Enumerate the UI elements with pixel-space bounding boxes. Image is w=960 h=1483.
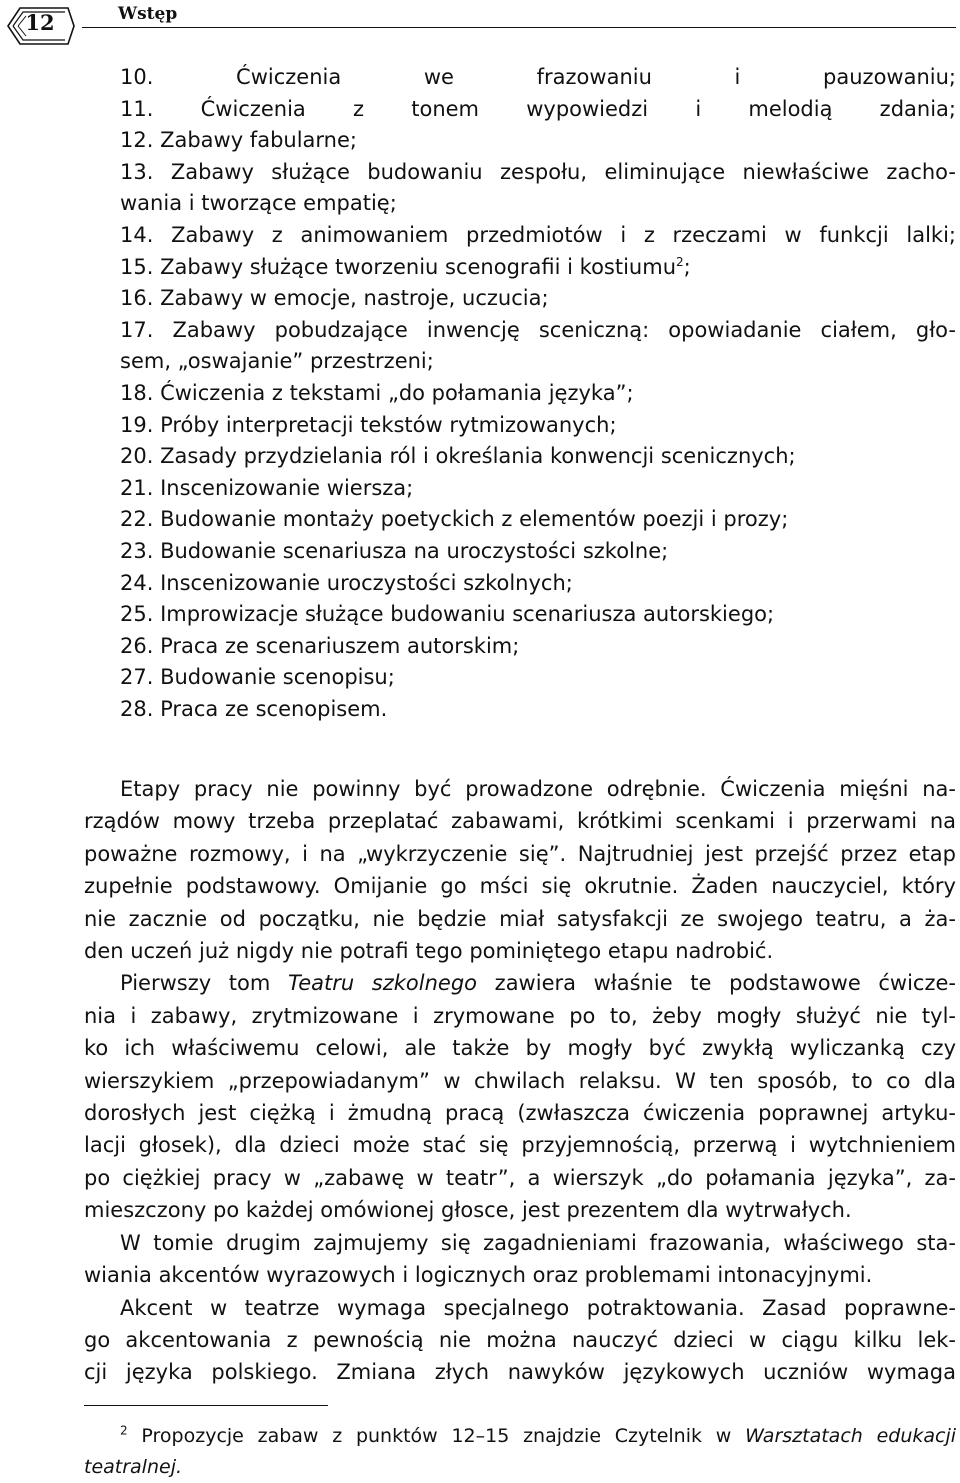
list-item: 11. Ćwiczenia z tonem wypowiedzi i melodią zdania; — [120, 96, 956, 121]
list-item: 14. Zabawy z animowaniem przedmiotów i z rzeczami w funkcji lalki; — [120, 222, 956, 247]
paragraph-line: ko ich właściwemu celowi, ale także by mogły być zwykłą wyliczanką czy — [84, 1036, 956, 1061]
list-item: 25. Improwizacje służące budowaniu scenariusza autorskiego; — [120, 602, 775, 627]
paragraph-line: poważne rozmowy, i na „wykrzyczenie się”. Najtrudniej jest przejść przez etap — [84, 841, 956, 866]
text-run: Pierwszy tom — [120, 971, 288, 996]
list-item: 20. Zasady przydzielania ról i określania konwencji scenicznych; — [120, 444, 796, 469]
footnote-number: 2 — [120, 1423, 128, 1438]
footnote-book-title: teatralnej. — [84, 1456, 183, 1478]
list-item: 27. Budowanie scenopisu; — [120, 665, 395, 690]
list-item: 21. Inscenizowanie wiersza; — [120, 475, 414, 500]
list-item: 16. Zabawy w emocje, nastroje, uczucia; — [120, 286, 549, 311]
paragraph-line: nie zacznie od początku, nie będzie miał satysfakcji ze swojego teatru, a ża- — [84, 906, 956, 931]
footnote-text: Propozycje zabaw z punktów 12–15 znajdzie Czytelnik w — [127, 1425, 746, 1447]
book-title: Teatru szkolnego — [287, 971, 478, 996]
paragraph-line: mieszczony po każdej omówionej głosce, jest prezentem dla wytrwałych. — [84, 1198, 852, 1223]
footnote-marker: 2 — [676, 254, 684, 269]
paragraph-line: cji języka polskiego. Zmiana złych nawyków językowych uczniów wymaga — [84, 1360, 956, 1385]
list-item: 26. Praca ze scenariuszem autorskim; — [120, 633, 520, 658]
list-item-continuation: sem, „oswajanie” przestrzeni; — [120, 349, 434, 374]
running-title: Wstęp — [118, 4, 178, 24]
paragraph-line: dorosłych jest ciężką i żmudną pracą (zwłaszcza ćwiczenia poprawnej artyku- — [84, 1101, 956, 1126]
footnote-rule — [84, 1405, 328, 1406]
paragraph-line: po ciężkiej pracy w „zabawę w teatr”, a wierszyk „do połamania języka”, za- — [84, 1165, 956, 1190]
list-item: 10. Ćwiczenia we frazowaniu i pauzowaniu; — [120, 65, 956, 89]
list-item: 17. Zabawy pobudzające inwencję sceniczną: opowiadanie ciałem, gło- — [120, 317, 956, 342]
paragraph-line: lacji głosek), dla dzieci może stać się przyjemnością, przerwą i wytchnieniem — [84, 1133, 956, 1158]
list-item: 22. Budowanie montaży poetyckich z elementów poezji i prozy; — [120, 507, 789, 532]
body-text — [84, 773, 956, 1389]
list-item: 18. Ćwiczenia z tekstami „do połamania języka”; — [120, 380, 634, 405]
page-number-badge — [4, 2, 76, 50]
footnote-line — [84, 1452, 956, 1483]
header-rule — [82, 27, 956, 28]
list-item-tail: ; — [683, 254, 691, 279]
text-run: zawiera właśnie te podstawowe ćwicze- — [477, 971, 956, 996]
paragraph-line: W tomie drugim zajmujemy się zagadnieniami frazowania, właściwego sta- — [120, 1230, 956, 1255]
list-item: 13. Zabawy służące budowaniu zespołu, eliminujące niewłaściwe zacho- — [120, 159, 956, 184]
paragraph-line: den uczeń już nigdy nie potrafi tego pominiętego etapu nadrobić. — [84, 939, 774, 964]
exercise-list — [120, 62, 956, 725]
list-item-text: 15. Zabawy służące tworzeniu scenografii i kostiumu — [120, 254, 677, 279]
paragraph-line: Etapy pracy nie powinny być prowadzone odrębnie. Ćwiczenia mięśni na- — [120, 777, 956, 801]
list-item-continuation: wania i tworzące empatię; — [120, 191, 397, 216]
paragraph-line: rządów mowy trzeba przeplatać zabawami, krótkimi scenkami i przerwami na — [84, 809, 956, 834]
paragraph-line: Akcent w teatrze wymaga specjalnego potraktowania. Zasad poprawne- — [120, 1295, 956, 1320]
footnote — [84, 1421, 957, 1483]
list-item: 28. Praca ze scenopisem. — [120, 696, 388, 721]
footnote-book-title: Warsztatach edukacji — [745, 1425, 957, 1447]
paragraph-line: nia i zabawy, zrytmizowane i zrymowane po to, żeby mogły służyć nie tyl- — [84, 1003, 956, 1028]
paragraph-line: wiania akcentów wyrazowych i logicznych oraz problemami intonacyjnymi. — [84, 1263, 873, 1288]
paragraph-line: wierszykiem „przepowiadanym” w chwilach relaksu. W ten sposób, to co dla — [84, 1068, 956, 1093]
paragraph-line: go akcentowania z pewnością nie można nauczyć dzieci w ciągu kilku lek- — [84, 1327, 956, 1352]
paragraph-line — [84, 967, 956, 999]
page-number: 12 — [25, 10, 55, 35]
list-item: 19. Próby interpretacji tekstów rytmizowanych; — [120, 412, 617, 437]
paragraph-line: zupełnie podstawowy. Omijanie go mści się okrutnie. Żaden nauczyciel, który — [84, 874, 956, 899]
list-item — [120, 252, 956, 284]
footnote-line — [120, 1421, 956, 1452]
list-item: 24. Inscenizowanie uroczystości szkolnych; — [120, 570, 573, 595]
list-item: 23. Budowanie scenariusza na uroczystości szkolne; — [120, 538, 669, 563]
list-item: 12. Zabawy fabularne; — [120, 128, 357, 153]
